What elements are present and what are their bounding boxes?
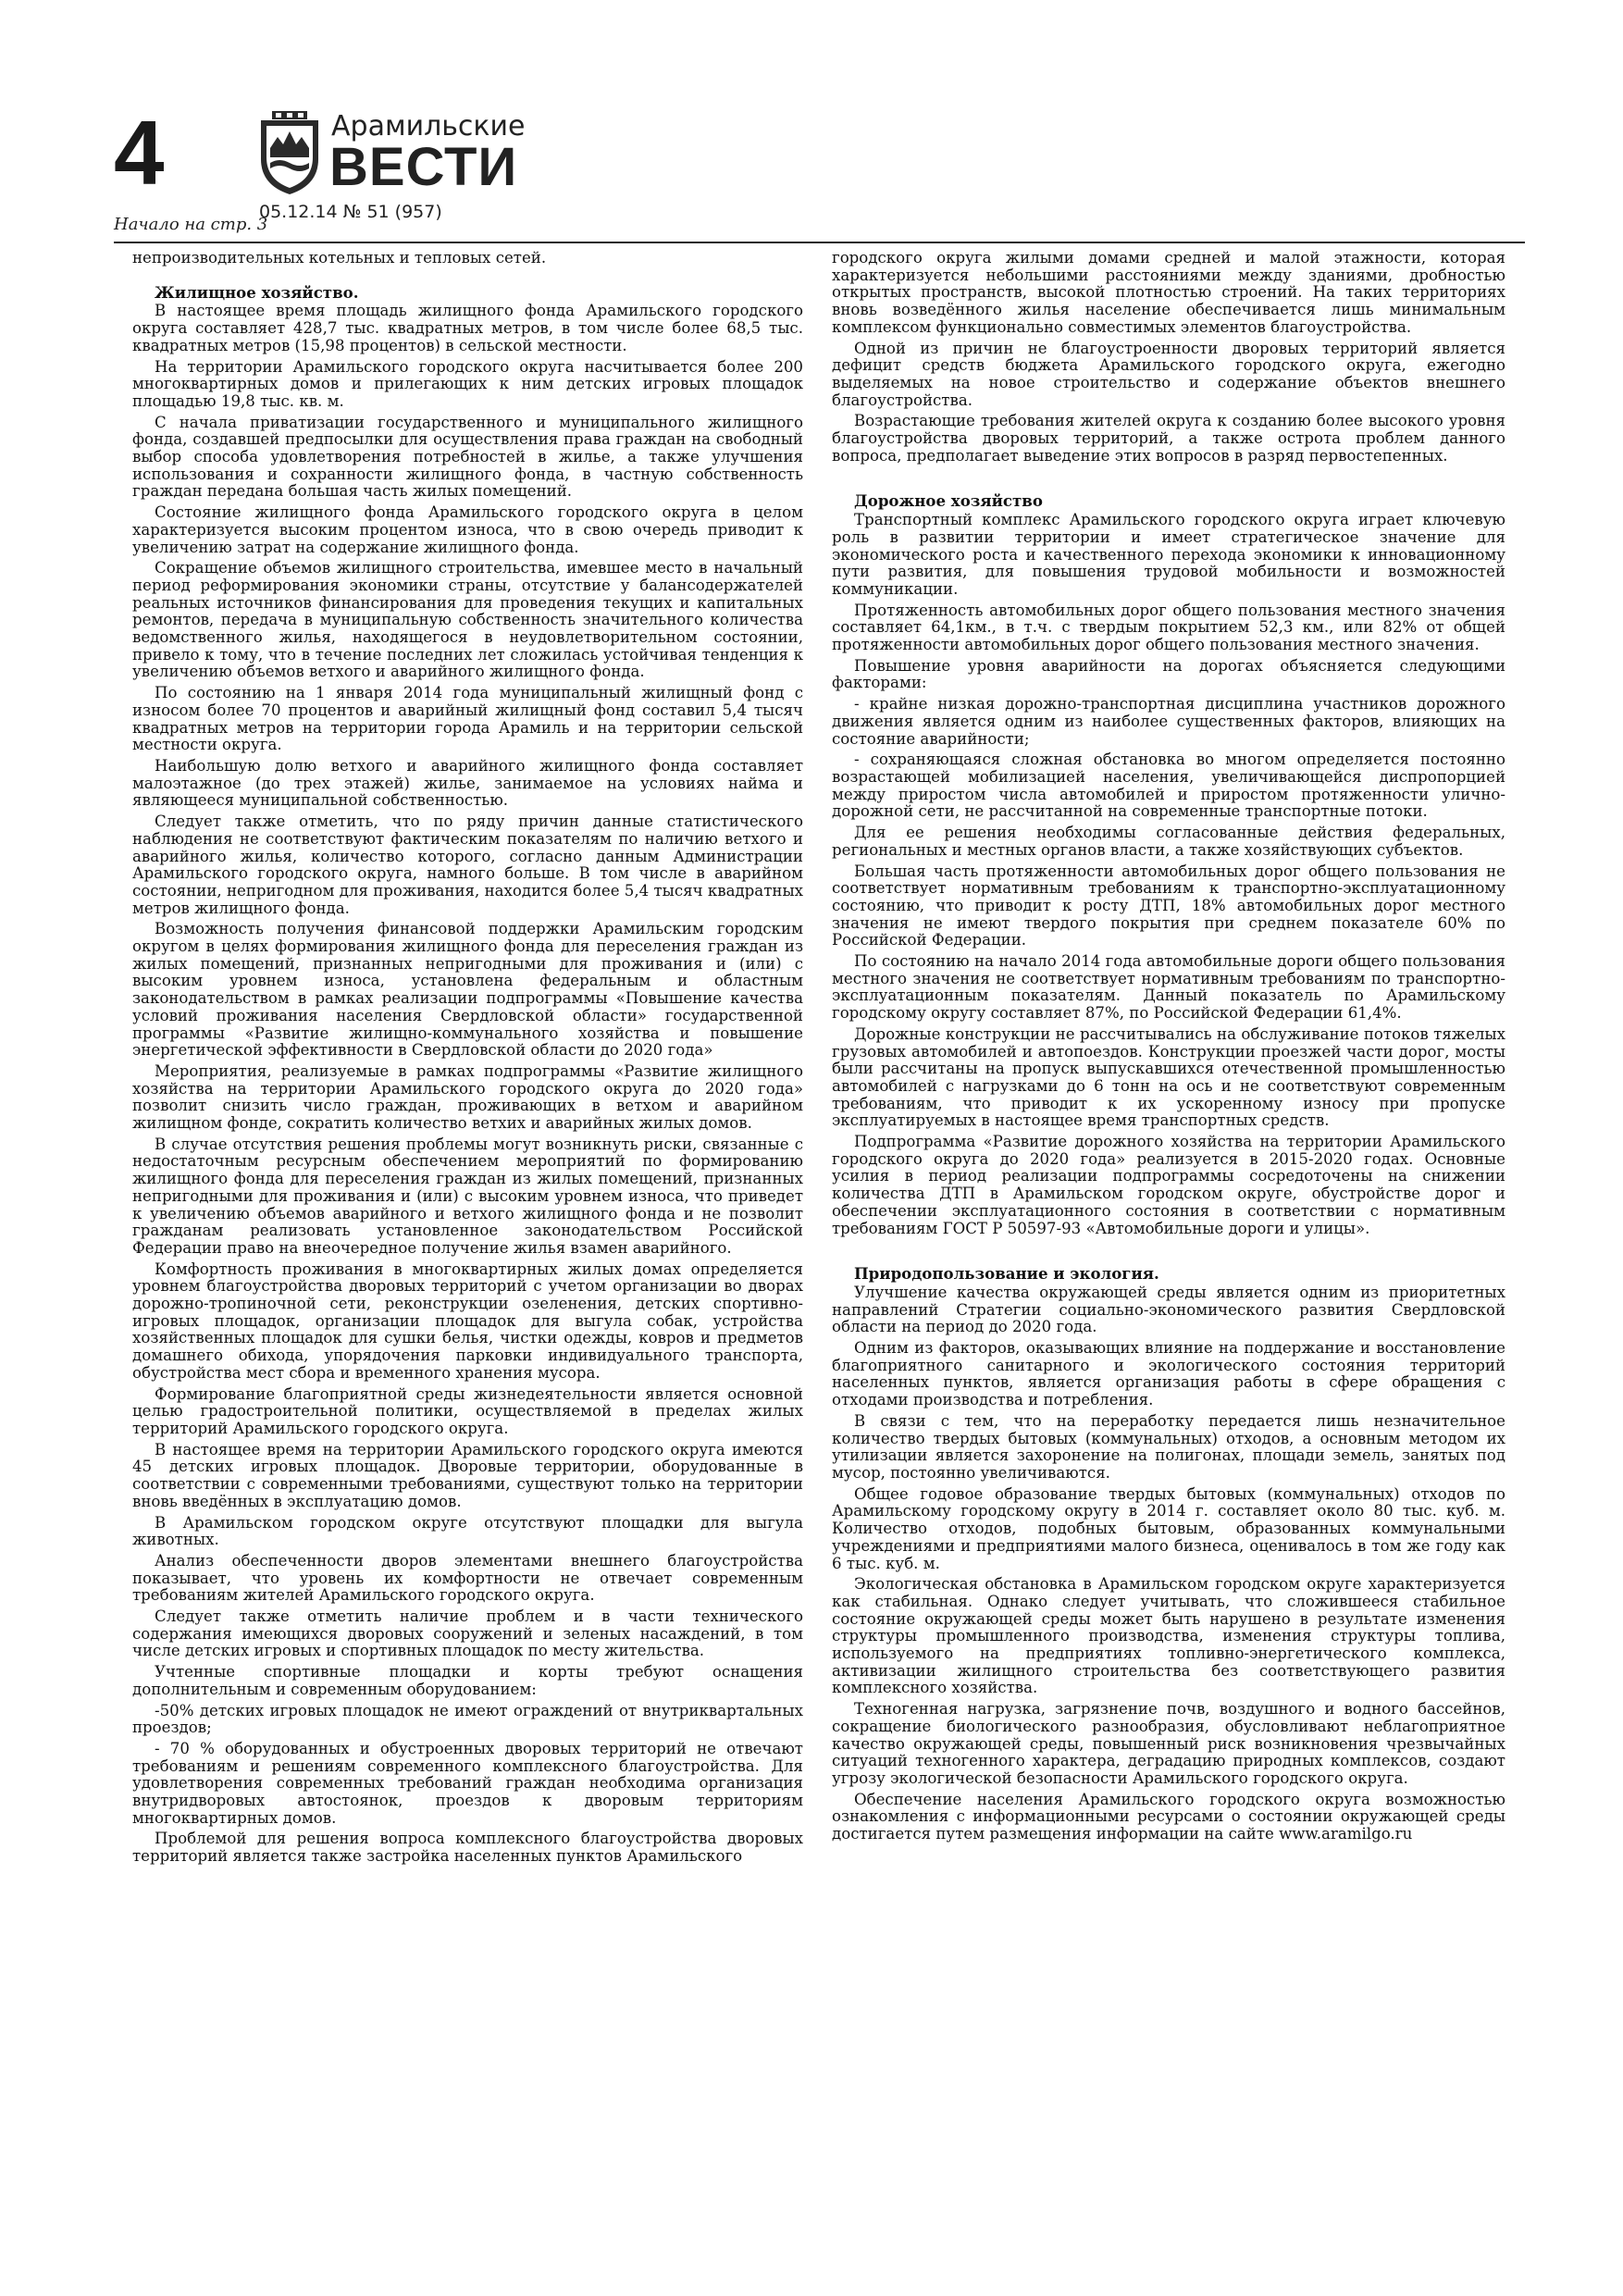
paragraph: Подпрограмма «Развитие дорожного хозяйства на территории Арамильского городского округа до 2020 года» реализуется в 2015-2020 годах. Основные усилия в период реализации подпрограммы сосредоточены на снижении количества ДТП в Арамильском городском округе, обустройстве дорог и обеспечении эксплуатационного состояния в соответствии с нормативным требованиям ГОСТ Р 50597-93 «Автомобильные дороги и улицы». bbox=[832, 1133, 1505, 1237]
paragraph: Повышение уровня аварийности на дорогах объясняется следующими факторами: bbox=[832, 656, 1505, 692]
coat-of-arms-icon bbox=[257, 111, 322, 196]
paragraph: Обеспечение населения Арамильского городского округа возможностью ознакомления с информационными ресурсами о состоянии окружающей среды достигается путем размещения информации на сайте www.aramilgo.ru bbox=[832, 1790, 1505, 1843]
paragraph: Наибольшую долю ветхого и аварийного жилищного фонда составляет малоэтажное (до трех этажей) жилье, занимаемое на условиях найма и являющееся муниципальной собственностью. bbox=[132, 756, 803, 810]
paragraph: - 70 % оборудованных и обустроенных дворовых территорий не отвечают требованиям и решениям современного комплексного благоустройства. Для удовлетворения современных требований граждан необходима организация внутридворовых автостоянок, проездов к дворовым территориям многоквартирных домов. bbox=[132, 1739, 803, 1827]
paragraph: Техногенная нагрузка, загрязнение почв, воздушного и водного бассейнов, сокращение биологического разнообразия, обусловливают неблагоприятное качество окружающей среды, повышенный риск возникновения чрезвычайных ситуаций техногенного характера, деградацию природных комплексов, создают угрозу экологической безопасности Арамильского городского округа. bbox=[832, 1700, 1505, 1787]
section-heading-ecology: Природопользование и экология. bbox=[854, 1264, 1159, 1284]
logo-title-top: Арамильские bbox=[331, 110, 526, 143]
paragraph: - сохраняющаяся сложная обстановка во многом определяется постоянно возрастающей мобилизацией населения, увеличивающейся диспропорцией между приростом числа автомобилей и приростом протяженности улично-дорожной сети, не рассчитанной на современные транспортные потоки. bbox=[832, 751, 1505, 821]
paragraph: Анализ обеспеченности дворов элементами внешнего благоустройства показывает, что уровень их комфортности не отвечает современным требованиям жителей Арамильского городского округа. bbox=[132, 1551, 803, 1605]
section-heading-housing: Жилищное хозяйство. bbox=[155, 282, 359, 302]
paragraph: В настоящее время на территории Арамильского городского округа имеются 45 детских игровых площадок. Дворовые территории, оборудованные в соответствии с современными требованиями, существуют только на территории вновь введённых в эксплуатацию домов. bbox=[132, 1440, 803, 1510]
paragraph: Общее годовое образование твердых бытовых (коммунальных) отходов по Арамильскому городскому округу в 2014 г. составляет около 80 тыс. куб. м. Количество отходов, подобных бытовым, образованных коммунальными учреждениями и предприятиями малого бизнеса, оценивалось в том же году как 6 тыс. куб. м. bbox=[832, 1484, 1505, 1572]
spacer bbox=[832, 468, 1505, 492]
paragraph: непроизводительных котельных и тепловых сетей. bbox=[132, 249, 547, 267]
paragraph: Возрастающие требования жителей округа к созданию более высокого уровня благоустройства дворовых территорий, а также острота проблем данного вопроса, предполагает выведение этих вопросов в разряд первостепенных. bbox=[832, 412, 1505, 465]
paragraph: городского округа жилыми домами средней и малой этажности, которая характеризуется небольшими расстояниями между зданиями, дробностью открытых пространств, высокой плотностью строений. На таких территориях вновь возведённого жилья население обеспечивается лишь минимальным комплексом функционально совместимых элементов благоустройства. bbox=[832, 249, 1505, 336]
right-column bbox=[832, 250, 1505, 1847]
paragraph: - крайне низкая дорожно-транспортная дисциплина участников дорожного движения является одним из наиболее существенных факторов, влияющих на состояние аварийности; bbox=[832, 695, 1505, 748]
issue-date-number: 05.12.14 № 51 (957) bbox=[259, 202, 442, 222]
paragraph: По состоянию на начало 2014 года автомобильные дороги общего пользования местного значения не соответствует нормативным требованиям по транспортно-эксплуатационным показателям. Данный показатель по Арамильскому городскому округу составляет 87%, по Российской Федерации 61,4%. bbox=[832, 952, 1505, 1023]
page-number: 4 bbox=[114, 102, 165, 204]
paragraph: Комфортность проживания в многоквартирных жилых домах определяется уровнем благоустройства дворовых территорий с учетом организации во дворах дорожно-тропиночной сети, реконструкции озеленения, детских спортивно-игровых площадок, организации площадок для выгула собак, устройства хозяйственных площадок для сушки белья, чистки одежды, ковров и предметов домашнего обихода, упорядочения парковки индивидуального транспорта, обустройства мест сбора и временного хранения мусора. bbox=[132, 1260, 803, 1382]
paragraph: Учтенные спортивные площадки и корты требуют оснащения дополнительным и современным оборудованием: bbox=[132, 1663, 803, 1698]
paragraph: Следует также отметить, что по ряду причин данные статистического наблюдения не соответствуют фактическим показателям по наличию ветхого и аварийного жилья, количество которого, согласно данным Администрации Арамильского городского округа, намного больше. В том числе в аварийном состоянии, непригодном для проживания, находится более 5,4 тысяч квадратных метров жилищного фонда. bbox=[132, 813, 804, 917]
paragraph: В Арамильском городском округе отсутствуют площадки для выгула животных. bbox=[132, 1513, 803, 1549]
spacer bbox=[832, 1241, 1505, 1265]
left-column bbox=[132, 250, 803, 1869]
paragraph: В настоящее время площадь жилищного фонда Арамильского городского округа составляет 428,7 тыс. квадратных метров, в том числе более 68,5 тыс. квадратных метров (15,98 процентов) в сельской местности. bbox=[132, 302, 803, 354]
paragraph: Проблемой для решения вопроса комплексного благоустройства дворовых территорий является также застройка населенных пунктов Арамильского bbox=[132, 1830, 803, 1866]
paragraph: Протяженность автомобильных дорог общего пользования местного значения составляет 64,1км., в т.ч. с твердым покрытием 52,3 км., или 82% от общей протяженности автомобильных дорог общего пользования местного значения. bbox=[832, 601, 1505, 654]
paragraph: Мероприятия, реализуемые в рамках подпрограммы «Развитие жилищного хозяйства на территории Арамильского городского округа до 2020 года» позволит снизить число граждан, проживающих в ветхом и аварийном жилищном фонде, сократить количество ветхих и аварийных жилых домов. bbox=[132, 1061, 803, 1133]
paragraph: -50% детских игровых площадок не имеют ограждений от внутриквартальных проездов; bbox=[132, 1701, 803, 1737]
paragraph: Улучшение качества окружающей среды является одним из приоритетных направлений Стратегии социально-экономического развития Свердловской области на период до 2020 года. bbox=[832, 1283, 1505, 1336]
paragraph: Транспортный комплекс Арамильского городского округа играет ключевую роль в развитии территории и имеет стратегическое значение для экономического роста и качественного перехода экономики к инновационному пути развития, для повышения трудовой мобильности и возможностей коммуникации. bbox=[832, 511, 1505, 598]
paragraph: В случае отсутствия решения проблемы могут возникнуть риски, связанные с недостаточным ресурсным обеспечением мероприятий по формированию жилищного фонда для переселения граждан из жилых помещений, признанных непригодными для проживания и (или) с высоким уровнем износа, что приведет к увеличению объемов аварийного и ветхого жилищного фонда и не позволит гражданам реализовать установленное законодательством Российской Федерации право на внеочередное получение жилья взамен аварийного. bbox=[132, 1135, 803, 1257]
paragraph: Сокращение объемов жилищного строительства, имевшее место в начальный период реформирования экономики страны, отсутствие у балансодержателей реальных источников финансирования для проведения текущих и капитальных ремонтов, передача в муниципальную собственность значительного количества ведомственного жилья, находящегося в неудовлетворительном состоянии, привело к тому, что в течение последних лет сложилась устойчивая тенденция к увеличению объемов ветхого и аварийного жилищного фонда. bbox=[132, 559, 803, 681]
paragraph: Одной из причин не благоустроенности дворовых территорий является дефицит средств бюджета Арамильского городского округа, ежегодно выделяемых на новое строительство и содержание объектов внешнего благоустройства. bbox=[832, 339, 1505, 409]
paragraph: Возможность получения финансовой поддержки Арамильским городским округом в целях формирования жилищного фонда для переселения граждан из жилых помещений, признанных непригодными для проживания и (или) с высоким уровнем износа, установлена федеральным и областным законодательством в рамках реализации подпрограммы «Повышение качества условий проживания населения Свердловской области» государственной программы «Развитие жилищно-коммунального хозяйства и повышение энергетической эффективности в Свердловской области до 2020 года» bbox=[132, 920, 803, 1060]
header-divider bbox=[114, 242, 1525, 243]
paragraph: Большая часть протяженности автомобильных дорог общего пользования не соответствует нормативным требованиям к транспортно-эксплуатационному состоянию, что приводит к росту ДТП, 18% автомобильных дорог местного значения не имеют твердого покрытия при среднем показателе 60% по Российской Федерации. bbox=[832, 862, 1505, 949]
masthead bbox=[114, 102, 595, 227]
section-heading-roads: Дорожное хозяйство bbox=[854, 491, 1043, 511]
paragraph: В связи с тем, что на переработку передается лишь незначительное количество твердых бытовых (коммунальных) отходов, а основным методом их утилизации является захоронение на полигонах, площади земель, занятых под мусор, постоянно увеличиваются. bbox=[832, 1411, 1505, 1482]
spacer bbox=[132, 271, 803, 284]
paragraph: По состоянию на 1 января 2014 года муниципальный жилищный фонд с износом более 70 процентов и аварийный жилищный фонд составил 5,4 тысяч квадратных метров на территории города Арамиль и на территории сельской местности округа. bbox=[132, 684, 803, 754]
continued-note: Начало на стр. 3 bbox=[114, 215, 268, 234]
paragraph: С начала приватизации государственного и муниципального жилищного фонда, создавшей предпосылки для осуществления права граждан на свободный выбор способа удовлетворения потребностей в жилье, а также улучшения использования и сохранности жилищного фонда, в частную собственность граждан передана большая часть жилых помещений. bbox=[132, 413, 803, 501]
paragraph: Для ее решения необходимы согласованные действия федеральных, региональных и местных органов власти, а также хозяйствующих субъектов. bbox=[832, 824, 1505, 859]
logo-title-main: ВЕСТИ bbox=[329, 137, 518, 197]
paragraph: На территории Арамильского городского округа насчитывается более 200 многоквартирных домов и прилегающих к ним детских игровых площадок площадью 19,8 тыс. кв. м. bbox=[132, 357, 803, 410]
paragraph: Экологическая обстановка в Арамильском городском округе характеризуется как стабильная. Однако следует учитывать, что сложившееся стабильное состояние окружающей среды может быть нарушено в результате изменения структуры промышленного производства, изменения структуры топлива, используемого на предприятиях топливно-энергетического комплекса, активизации жилищного строительства без соответствующего развития комплексного хозяйства. bbox=[832, 1575, 1505, 1697]
paragraph: Формирование благоприятной среды жизнедеятельности является основной целью градостроительной политики, осуществляемой в пределах жилых территорий Арамильского городского округа. bbox=[132, 1384, 803, 1437]
paragraph: Состояние жилищного фонда Арамильского городского округа в целом характеризуется высоким процентом износа, что в свою очередь приводит к увеличению затрат на содержание жилищного фонда. bbox=[132, 503, 803, 556]
paragraph: Следует также отметить наличие проблем и в части технического содержания имеющихся дворовых сооружений и зеленых насаждений, в том числе детских игровых и спортивных площадок по месту жительства. bbox=[132, 1607, 803, 1660]
paragraph: Дорожные конструкции не рассчитывались на обслуживание потоков тяжелых грузовых автомобилей и автопоездов. Конструкции проезжей части дорог, мосты были рассчитаны на пропуск выпускавшихся отечественной промышленностью автомобилей с нагрузками до 6 тонн на ось и не соответствуют современным требованиям, что приводит к их ускоренному износу при пропуске эксплуатируемых в настоящее время транспортных средств. bbox=[832, 1024, 1505, 1130]
paragraph: Одним из факторов, оказывающих влияние на поддержание и восстановление благоприятного санитарного и экологического состояния территорий населенных пунктов, является организация работы в сфере обращения с отходами производства и потребления. bbox=[832, 1339, 1505, 1409]
